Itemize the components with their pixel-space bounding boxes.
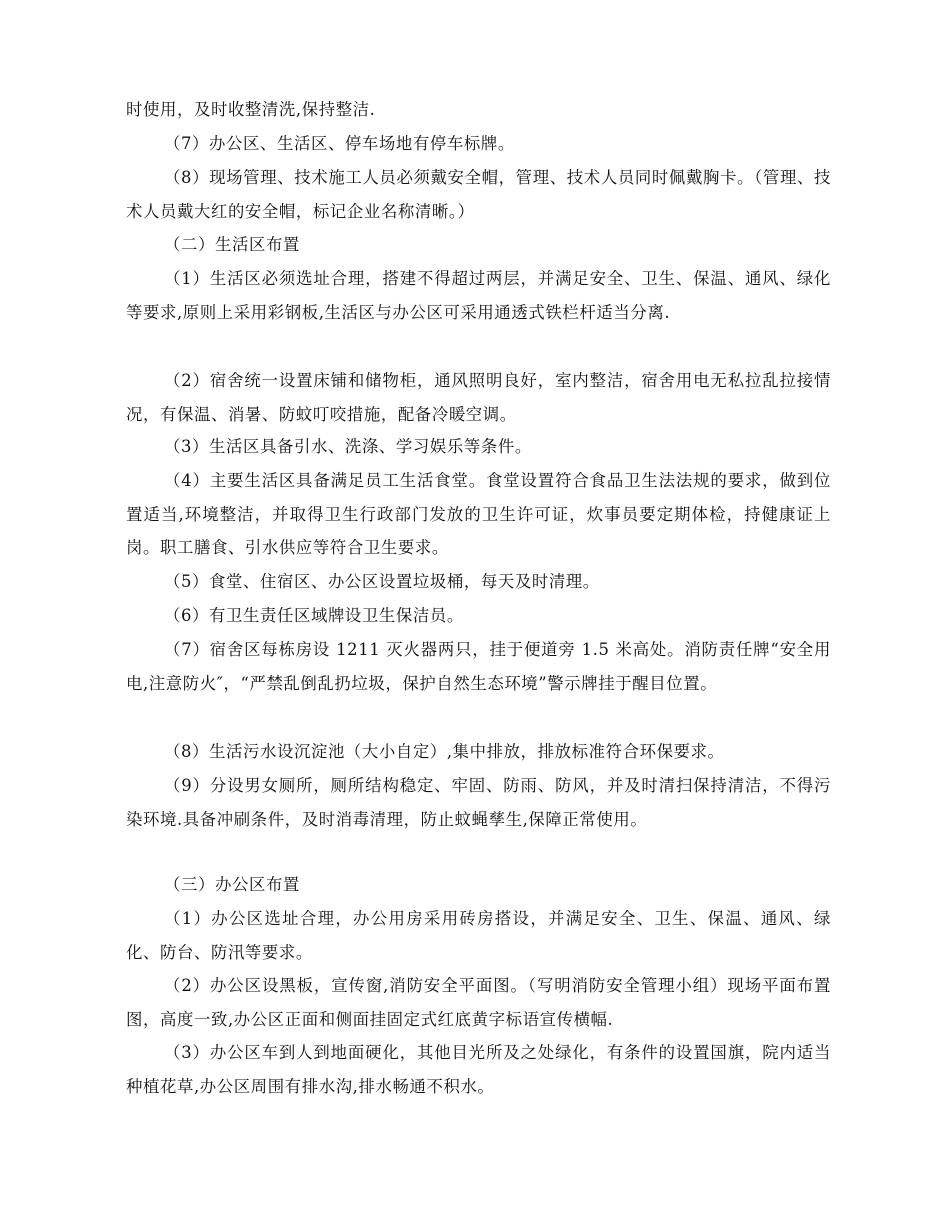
- section-heading: （二）生活区布置: [164, 235, 300, 254]
- paragraph-continuation: 时使用，及时收整清洗,保持整洁.: [126, 100, 376, 119]
- section-heading: （三）办公区布置: [164, 875, 300, 894]
- paragraph-item: （3）办公区车到人到地面硬化，其他目光所及之处绿化，有条件的设置国旗，院内适当种植花草,办公区周围有排水沟,排水畅通不积水。: [126, 1043, 831, 1096]
- paragraph-item: （1）生活区必须选址合理，搭建不得超过两层，并满足安全、卫生、保温、通风、绿化等要求,原则上采用彩钢板,生活区与办公区可采用通透式铁栏杆适当分离.: [126, 269, 831, 322]
- paragraph-item: （8）现场管理、技术施工人员必须戴安全帽，管理、技术人员同时佩戴胸卡。（管理、技术人员戴大红的安全帽，标记企业名称清晰。）: [126, 168, 831, 221]
- paragraph-item: （9）分设男女厕所，厕所结构稳定、牢固、防雨、防风，并及时清扫保持清洁，不得污染环境.具备冲刷条件，及时消毒清理，防止蚊蝇孳生,保障正常使用。: [126, 776, 831, 829]
- paragraph-item: （3）生活区具备引水、洗涤、学习娱乐等条件。: [164, 437, 532, 456]
- paragraph-item: （4）主要生活区具备满足员工生活食堂。食堂设置符合食品卫生法法规的要求，做到位置适当,环境整洁，并取得卫生行政部门发放的卫生许可证，炊事员要定期体检，持健康证上岗。职工膳食、引水供应等符合卫生要求。: [126, 471, 831, 557]
- paragraph-item: （5）食堂、住宿区、办公区设置垃圾桶，每天及时清理。: [164, 572, 600, 591]
- paragraph-item: （2）办公区设黑板，宣传窗,消防安全平面图。（写明消防安全管理小组）现场平面布置图，高度一致,办公区正面和侧面挂固定式红底黄字标语宣传横幅.: [126, 976, 831, 1029]
- paragraph-item: （7）宿舍区每栋房设 1211 灭火器两只，挂于便道旁 1.5 米高处。消防责任牌“安全用电,注意防火″，“严禁乱倒乱扔垃圾，保护自然生态环境”警示牌挂于醒目位置。: [126, 640, 831, 693]
- paragraph-item: （8）生活污水设沉淀池（大小自定）,集中排放，排放标准符合环保要求。: [164, 742, 725, 761]
- paragraph-item: （6）有卫生责任区域牌设卫生保洁员。: [164, 606, 464, 625]
- paragraph-item: （7）办公区、生活区、停车场地有停车标牌。: [164, 134, 515, 153]
- paragraph-item: （2）宿舍统一设置床铺和储物柜，通风照明良好，室内整洁，宿舍用电无私拉乱拉接情况，有保温、消暑、防蚊叮咬措施，配备冷暖空调。: [126, 371, 831, 424]
- paragraph-item: （1）办公区选址合理，办公用房采用砖房搭设，并满足安全、卫生、保温、通风、绿化、防台、防汛等要求。: [126, 909, 831, 962]
